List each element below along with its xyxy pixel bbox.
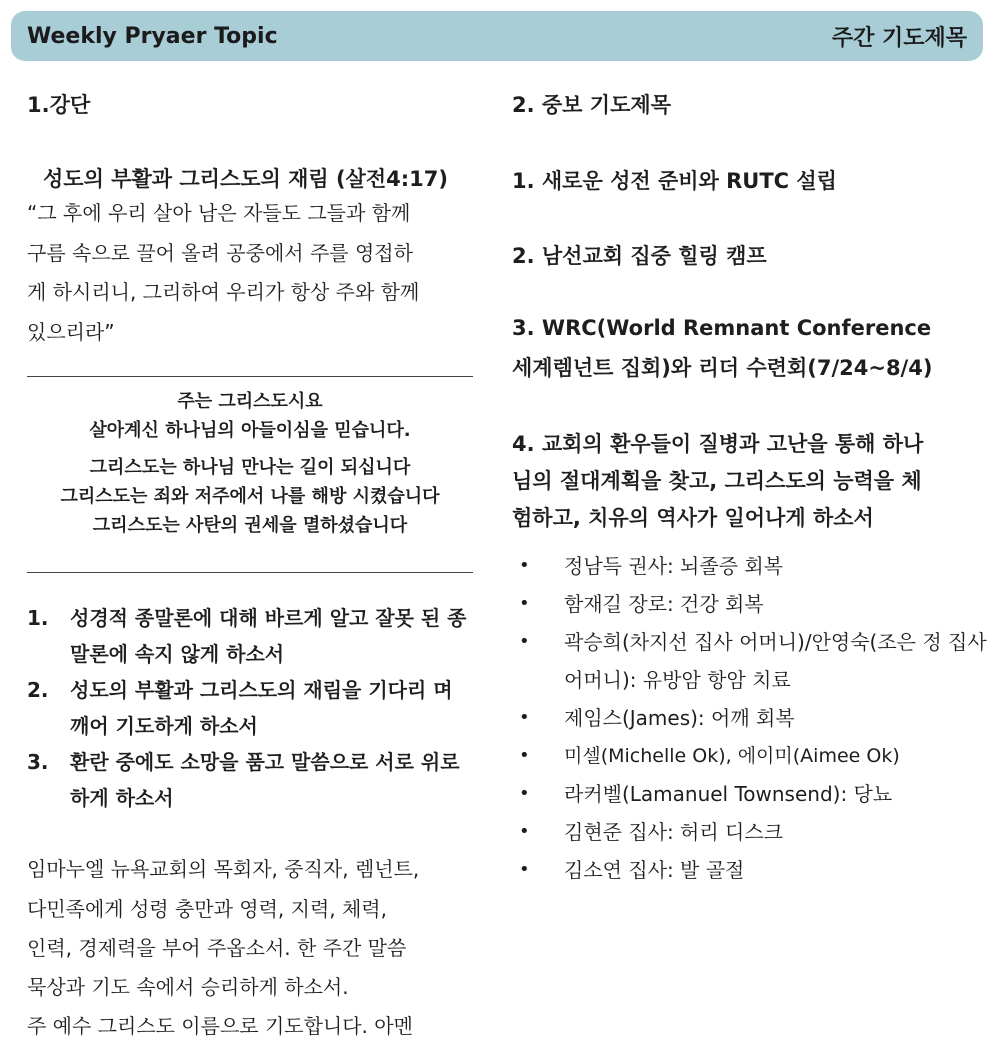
confession-line: 주는 그리스도시요 (177, 391, 323, 412)
confession-line: 그리스도는 죄와 저주에서 나를 해방 시켰습니다 (60, 486, 440, 507)
patient-item (519, 737, 989, 775)
prayer-number: 1. (27, 606, 49, 630)
header-title-en: Weekly Pryaer Topic (27, 23, 278, 49)
header-bar (11, 11, 983, 61)
intercession-item-4: 4. 교회의 환우들이 질병과 고난을 통해 하나 (512, 432, 924, 456)
intercession-item-4-cont: 험하고, 치유의 역사가 일어나게 하소서 (512, 506, 874, 530)
patient-item (519, 623, 989, 699)
divider-top (27, 376, 473, 377)
pulpit-section-title: 1.강단 (27, 93, 91, 117)
patient-text: 함재길 장로: 건강 회복 (564, 592, 764, 616)
patient-text: 김소연 집사: 발 골절 (564, 858, 745, 882)
divider-bottom (27, 572, 473, 573)
verse-line: 게 하시리니, 그리하여 우리가 항상 주와 함께 (27, 280, 420, 304)
bullet-icon: • (519, 631, 530, 652)
intercession-section-title: 2. 중보 기도제목 (512, 93, 671, 117)
confession-line: 그리스도는 하나님 만나는 길이 되십니다 (89, 457, 411, 478)
bullet-icon: • (519, 859, 530, 880)
patient-text: 김현준 집사: 허리 디스크 (564, 820, 784, 844)
patient-item (519, 851, 989, 889)
closing-line: 인력, 경제력을 부어 주옵소서. 한 주간 말씀 (27, 936, 407, 960)
patient-item (519, 699, 989, 737)
prayer-text: 환란 중에도 소망을 품고 말씀으로 서로 위로하게 하소서 (70, 750, 460, 810)
prayer-item (27, 672, 477, 744)
verse-line: “그 후에 우리 살아 남은 자들도 그들과 함께 (27, 201, 411, 225)
confession-block (22, 387, 478, 540)
bullet-icon: • (519, 555, 530, 576)
confession-line: 살아계신 하나님의 아들이심을 믿습니다. (89, 420, 411, 441)
confession-line: 그리스도는 사탄의 권세을 멸하셨습니다 (92, 515, 408, 536)
header-title-ko: 주간 기도제목 (831, 25, 967, 51)
sermon-title: 성도의 부활과 그리스도의 재림 (살전4:17) (43, 167, 448, 191)
intercession-item-3-cont: 세계렘넌트 집회)와 리더 수련회(7/24~8/4) (512, 356, 933, 380)
closing-line: 주 예수 그리스도 이름으로 기도합니다. 아멘 (27, 1014, 413, 1038)
verse-line: 구름 속으로 끌어 올려 공중에서 주를 영접하 (27, 241, 413, 265)
bullet-icon: • (519, 783, 530, 804)
intercession-item-1: 1. 새로운 성전 준비와 RUTC 설립 (512, 169, 837, 193)
prayer-item (27, 600, 477, 672)
patient-text: 라커벨(Lamanuel Townsend): 당뇨 (564, 782, 893, 806)
bullet-icon: • (519, 707, 530, 728)
prayer-text: 성경적 종말론에 대해 바르게 알고 잘못 된 종말론에 속지 않게 하소서 (70, 606, 467, 666)
patient-text: 미셀(Michelle Ok), 에이미(Aimee Ok) (564, 745, 900, 767)
bullet-icon: • (519, 745, 530, 766)
intercession-item-4-cont: 님의 절대계획을 찾고, 그리스도의 능력을 체 (512, 469, 922, 493)
prayer-text: 성도의 부활과 그리스도의 재림을 기다리 며 깨어 기도하게 하소서 (70, 678, 453, 738)
patient-text: 곽승희(차지선 집사 어머니)/안영숙(조은 정 집사 어머니): 유방암 항암 치료 (564, 630, 987, 692)
prayer-list (27, 600, 477, 816)
patient-item (519, 547, 989, 585)
patient-item (519, 775, 989, 813)
patient-item (519, 813, 989, 851)
bullet-icon: • (519, 821, 530, 842)
patient-list (519, 547, 989, 889)
patient-item (519, 585, 989, 623)
patient-text: 제임스(James): 어깨 회복 (564, 706, 795, 730)
closing-line: 다민족에게 성령 충만과 영력, 지력, 체력, (27, 897, 387, 921)
prayer-number: 2. (27, 678, 49, 702)
intercession-item-3: 3. WRC(World Remnant Conference (512, 316, 932, 340)
prayer-number: 3. (27, 750, 49, 774)
patient-text: 정남득 권사: 뇌졸증 회복 (564, 554, 784, 578)
closing-line: 묵상과 기도 속에서 승리하게 하소서. (27, 975, 349, 999)
verse-line: 있으리라” (27, 320, 115, 344)
bullet-icon: • (519, 593, 530, 614)
intercession-item-2: 2. 남선교회 집중 힐링 캠프 (512, 244, 767, 268)
prayer-item (27, 744, 477, 816)
closing-line: 임마누엘 뉴욕교회의 목회자, 중직자, 렘넌트, (27, 857, 420, 881)
